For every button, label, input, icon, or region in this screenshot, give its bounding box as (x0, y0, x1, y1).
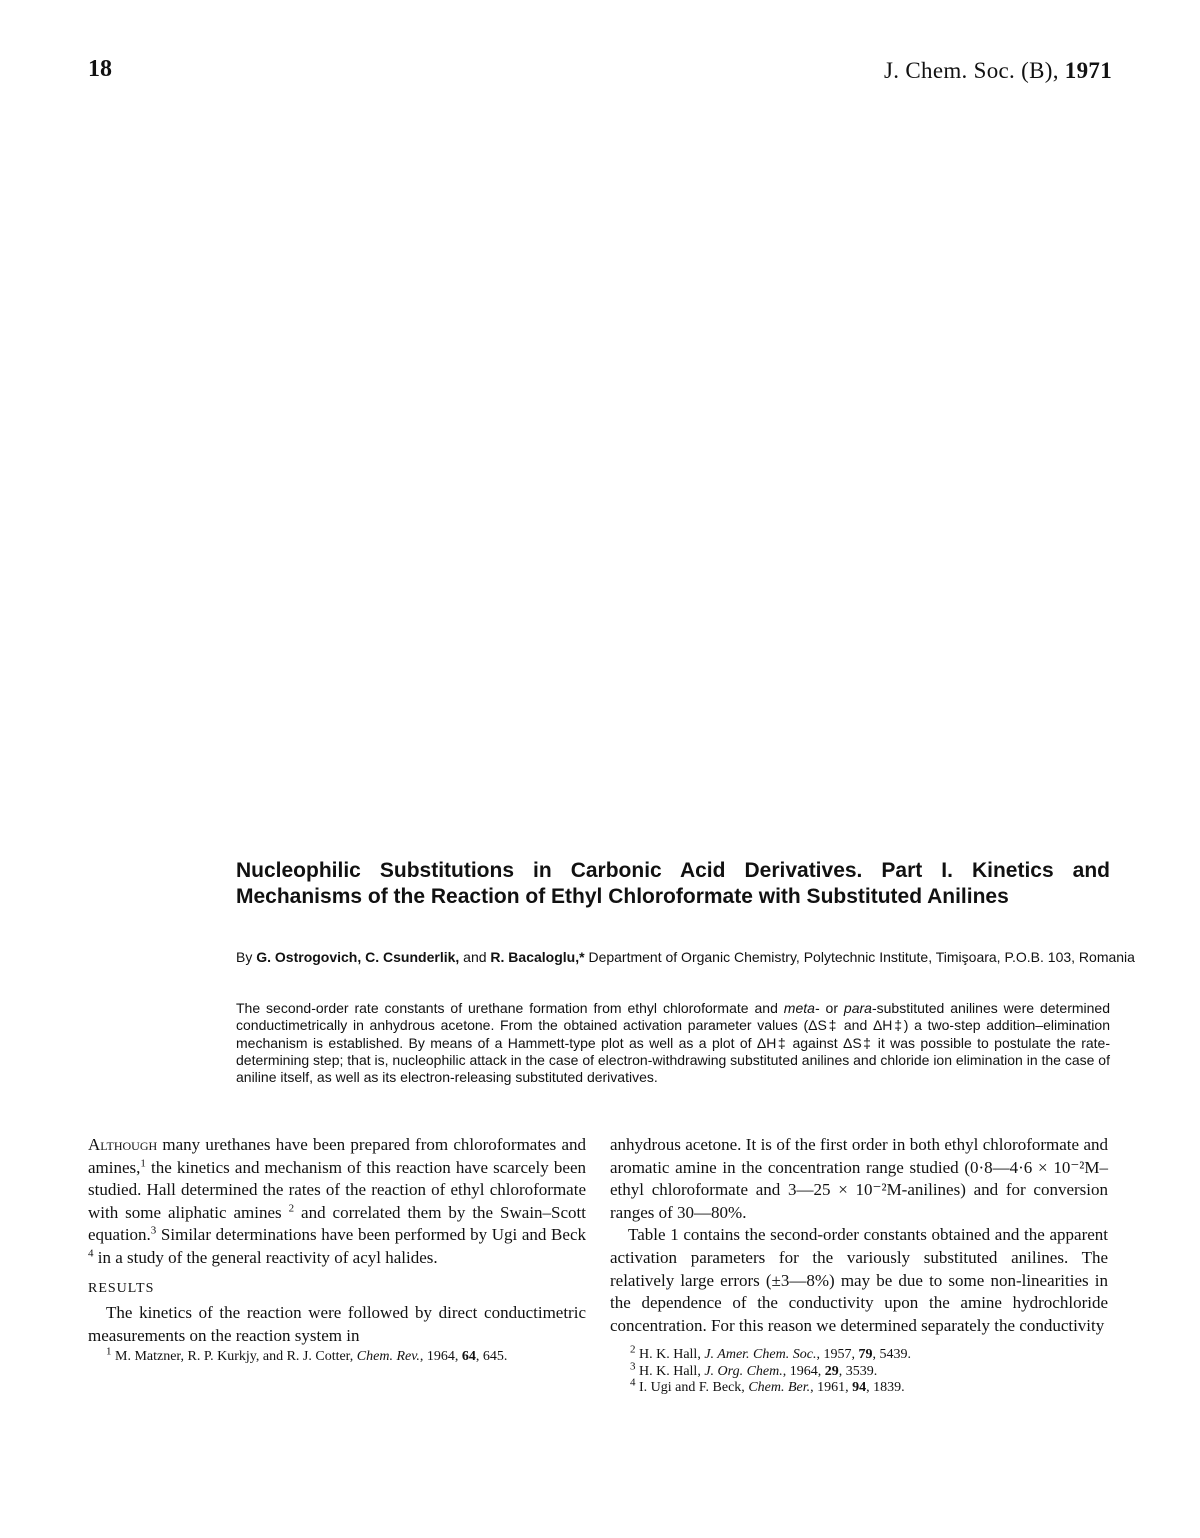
footnote-pages: , 645. (475, 1349, 508, 1365)
affiliation: Department of Organic Chemistry, Polytechnic Institute, Timişoara, P.O.B. 103, Romania (584, 949, 1135, 965)
abstract-text-2: -substituted anilines were determined conductimetrically in anhydrous acetone. From the obtained activation parameter values (ΔS‡ and ΔH‡) a two-step addition–elimination mechanism is established. By means of a Hammett-type plot as well as a plot of ΔH‡ against ΔS‡ it was possible to postulate the rate-determining step; that is, nucleophilic attack in the case of electron-withdrawing substituted anilines and chloride ion elimination in the case of aniline itself, as well as its electron-releasing substituted derivatives. (236, 1000, 1110, 1086)
footnote-year: 1957 (823, 1347, 852, 1363)
intro-drop-word: Although (88, 1135, 158, 1154)
right-column (610, 1134, 1108, 1397)
continuation-paragraph: anhydrous acetone. It is of the first order in both ethyl chloroformate and aromatic amine in the concentration range studied (0·8—4·6 × 10⁻²M–ethyl chloroformate and 3—25 × 10⁻²M-anilines) and for conversion ranges of 30—80%. (610, 1135, 1108, 1222)
table-discussion-paragraph: Table 1 contains the second-order constants obtained and the apparent activation parameters for the variously substituted anilines. The relatively large errors (±3—8%) may be due to some non-linearities in the dependence of the conductivity upon the amine hydrochloride concentration. For this reason we determined separately the conductivity (610, 1225, 1108, 1335)
intro-paragraph (88, 1134, 586, 1270)
journal-citation (884, 58, 1112, 84)
results-paragraph: The kinetics of the reaction were followed by direct conductimetric measurements on the reaction system in (88, 1303, 586, 1345)
abstract-text-1: The second-order rate constants of urethane formation from ethyl chloroformate and (236, 1000, 784, 1016)
reference-marker: 2 (288, 1202, 295, 1215)
footnote-volume: 64 (461, 1349, 476, 1365)
footnote-number: 1 (106, 1345, 112, 1358)
intro-text-3: and correlated them by the Swain–Scott equation. (88, 1202, 586, 1245)
author-csunderlik: C. Csunderlik, (365, 949, 460, 965)
intro-text-2: the kinetics and mechanism of this reaction have scarcely been studied. Hall determined the rates of the reaction of ethyl chloroformate with some aliphatic amines (88, 1157, 586, 1222)
footnote-pages: , 1839. (866, 1380, 905, 1396)
footnote-journal: Chem. Rev. (356, 1349, 420, 1365)
footnote-sep: , (419, 1349, 427, 1365)
footnote-number: 3 (630, 1360, 636, 1373)
footnote-year: 1961 (817, 1380, 846, 1396)
footnote: $^4$ I. Ugi and F. Beck, Chem. Ber., 1961, 94, 1839. (630, 1376, 905, 1396)
footnotes-right (610, 1343, 1108, 1397)
footnote-authors: H. K. Hall, (635, 1347, 705, 1363)
footnote-journal: Chem. Ber. (748, 1380, 811, 1396)
footnote-year: 1964 (789, 1363, 818, 1379)
footnote-year: 1964 (426, 1349, 455, 1365)
footnote-authors: H. K. Hall, (635, 1363, 705, 1379)
footnote-sep: , (810, 1380, 818, 1396)
byline-and: and (459, 949, 491, 965)
footnote-number: 4 (630, 1376, 636, 1389)
journal-year: 1971 (1064, 58, 1112, 83)
footnote: $^1$ M. Matzner, R. P. Kurkjy, and R. J. Cotter, Chem. Rev., 1964, 64, 645. (106, 1345, 508, 1365)
author-ostrogovich: G. Ostrogovich, (256, 949, 362, 965)
byline (236, 948, 1138, 966)
article-title: Nucleophilic Substitutions in Carbonic Acid Derivatives. Part I. Kinetics and Mechanisms of the Reaction of Ethyl Chloroformate with Substituted Anilines (236, 859, 1110, 908)
footnote-volume: 29 (824, 1363, 839, 1379)
footnote: $^2$ H. K. Hall, J. Amer. Chem. Soc., 1957, 79, 5439. (630, 1343, 911, 1363)
footnote-authors: M. Matzner, R. P. Kurkjy, and R. J. Cotter, (111, 1349, 357, 1365)
reference-marker: 4 (88, 1247, 94, 1260)
byline-by: By (236, 949, 257, 965)
reference-marker: 1 (140, 1156, 146, 1169)
footnote-journal: J. Org. Chem. (704, 1363, 783, 1379)
intro-text-5: in a study of the general reactivity of acyl halides. (93, 1247, 438, 1267)
footnote-authors: I. Ugi and F. Beck, (635, 1380, 749, 1396)
results-heading: RESULTS (88, 1280, 155, 1296)
page-number: 18 (88, 56, 112, 82)
footnote-sep: , (782, 1363, 790, 1379)
footnote: $^3$ H. K. Hall, J. Org. Chem., 1964, 29, 3539. (630, 1360, 878, 1379)
intro-text-1: many urethanes have been prepared from chloroformates and amines, (88, 1135, 586, 1177)
abstract-para: para (843, 1000, 872, 1016)
footnote-pages: , 3539. (838, 1363, 878, 1379)
footnote-volume: 94 (852, 1380, 867, 1396)
footnote-number: 2 (630, 1343, 636, 1356)
abstract (236, 1000, 1110, 1086)
journal-name: J. Chem. Soc. (B), (884, 58, 1065, 83)
abstract-or: or (819, 1000, 844, 1016)
abstract-meta: meta- (783, 1000, 820, 1016)
footnote-volume: 79 (858, 1347, 873, 1363)
footnote-journal: J. Amer. Chem. Soc. (704, 1347, 817, 1363)
left-column (88, 1134, 586, 1366)
footnotes-left (88, 1345, 586, 1366)
intro-text-4: Similar determinations have been performed by Ugi and Beck (156, 1225, 586, 1245)
author-bacaloglu: R. Bacaloglu,* (490, 949, 585, 965)
footnote-pages: , 5439. (872, 1347, 911, 1363)
footnote-sep: , (816, 1347, 824, 1363)
reference-marker: 3 (150, 1224, 157, 1237)
